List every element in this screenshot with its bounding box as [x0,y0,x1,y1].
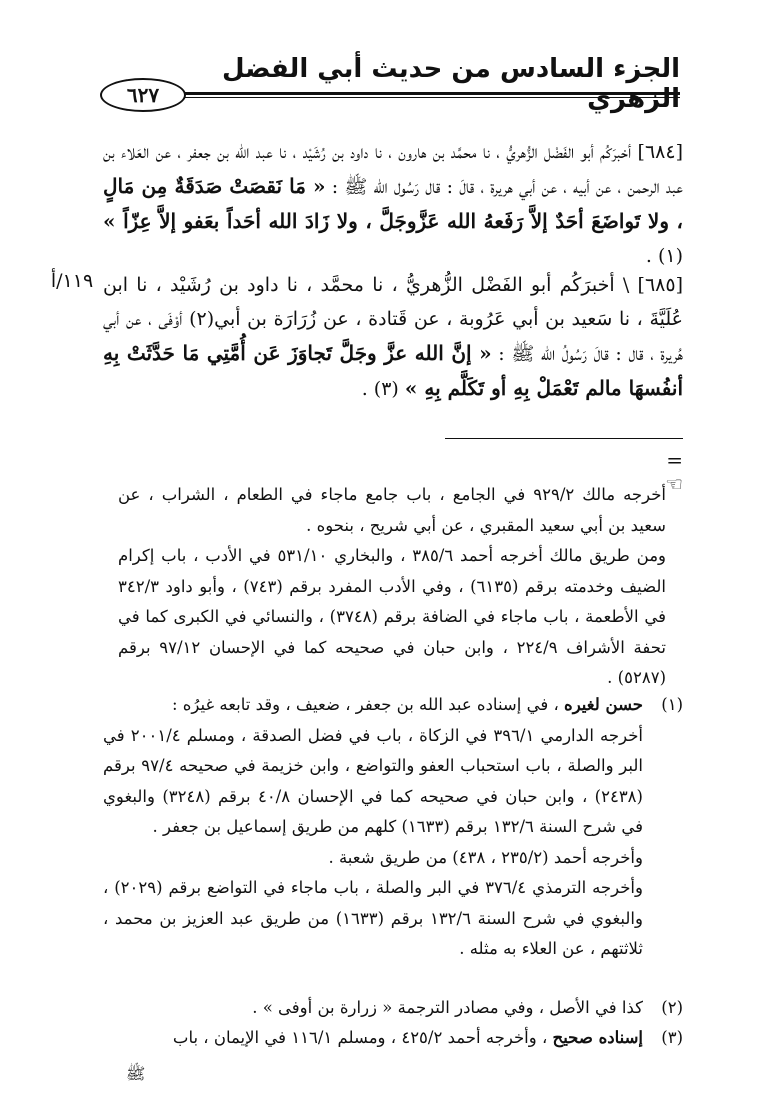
footnote-1 [103,690,683,965]
hadith-685-matn: « إنَّ الله عزَّ وجَلَّ تَجاوَزَ عَن أُمَّتِي مَا حَدَّثَتْ بِهِ أنفُسهَا مالم تَعْمَلْ بِهِ أو تَكَلَّم بِهِ » [103,341,683,400]
footnote-para: ، في إسناده عبد الله بن جعفر ، ضعيف ، وقد تابعه غيرُه : [171,695,559,714]
header-rule [118,92,680,95]
footnote-separator [445,438,683,439]
header-title: الجزء السادس من حديث أبي الفضل الزهري [222,54,680,114]
footnote-para: وأخرجه أحمد (٢٣٥/٢ ، ٤٣٨) من طريق شعبة . [328,847,643,867]
header-rule-thin [118,97,680,98]
footnote-text [103,1023,643,1054]
footnote-number: (١) [661,695,683,714]
footnote-grading: حسن لغيره [564,695,643,714]
footnote-2 [103,993,683,1024]
footnote-text [103,690,643,965]
hadith-685 [103,268,683,406]
footnote-para: أخرجه الدارمي ٣٩٦/١ في الزكاة ، باب في فضل الصدقة ، ومسلم ٢٠٠١/٤ في البر والصلة ، باب استحباب العفو والتواضع ، وابن خزيمة في صحيحه ٩٧/٤ برقم (٢٤٣٨) ، وابن حبان في صحيحه كما في الإحسان ٤٠/٨ برقم (٣٢٤٨) والبغوي في شرح السنة ١٣٢/٦ برقم (١٦٣٣) كلهم من طريق إسماعيل بن جعفر . [103,725,643,836]
footnote-text: كذا في الأصل ، وفي مصادر الترجمة « زرارة بن أوفى » . [252,998,643,1017]
footnote-continuation-mark: = ☜ [665,448,683,496]
footnote-continuation-para: ومن طريق مالك أخرجه أحمد ٣٨٥/٦ ، والبخاري ٥٣١/١٠ في الأدب ، باب إكرام الضيف وخدمته برقم (٦١٣٥) ، وفي الأدب المفرد برقم (٧٤٣) ، وأبو داود ٣٤٢/٣ في الأطعمة ، باب ماجاء في الضافة برقم (٣٧٤٨) ، والنسائي في الكبرى كما في تحفة الأشراف ٢٢٤/٩ ، وابن حبان في صحيحه كما في الإحسان ٩٧/١٢ برقم (٥٢٨٧) . [118,546,666,687]
page-number: ٦٢٧ [100,78,186,112]
hadith-684-footnote-ref: (١) . [645,245,683,267]
hadith-685-footnote-ref: (٣) . [361,378,399,400]
hadith-685-isnad: [٦٨٥] \ أخبرَكُم أبو الفَضْل الزُّهريُّ ، نا محمَّد ، نا داود بن رُشَيْد ، نا ابن عُلَيَّةَ ، نا سَعيد بن أبي عَرُوبة ، عن قَتادة ، عن زُرَارَة بن أبي(٢) أوْفَى ، عن أبي هُريرة ، قال : قالَ رَسُولُ الله ﷺ : [103,274,683,365]
footnote-number: (٣) [661,1028,683,1047]
footnote-number: (٢) [661,998,683,1017]
hadith-684-matn: « مَا نَقصَتْ صَدَقَةٌ مِن مَالٍ ، ولا تَواضَعَ أحَدٌ إلاَّ رَفَعهُ الله عَزَّوجَلَّ ، ولا زَادَ الله أحَداً بعَفو إلاَّ عِزّاً » [103,174,683,233]
hadith-684 [103,135,683,273]
footnote-para: وأخرجه الترمذي ٣٧٦/٤ في البر والصلة ، باب ماجاء في التواضع برقم (٢٠٢٩) ، والبغوي في شرح السنة ١٣٢/٦ برقم (١٦٣٣) من طريق عبد العزيز بن محمد ، ثلاثتهم ، عن العلاء به مثله . [103,878,643,958]
footnote-continuation-para: أخرجه مالك ٩٢٩/٢ في الجامع ، باب جامع ماجاء في الطعام ، الشراب ، عن سعيد بن أبي سعيد المقبري ، عن أبي شريح ، بنحوه . [118,485,667,535]
footnote-grading: إسناده صحيح [552,1028,643,1047]
footnote-continuation [118,480,666,694]
page-end-mark: ﷺ [126,1064,146,1083]
manuscript-folio-ref: ١١٩/أ [50,270,94,292]
hadith-684-isnad: [٦٨٤] أخبرَكُم أبو الفَضْل الزُّهريُّ ، نا محمَّد بن هارون ، نا داود بن رُشَيْد ، نا عبد الله بن جعفر ، عن العَلاء بن عبد الرحمن ، عن أبيه ، عن أبي هريرة ، قالَ : قال رَسُول الله ﷺ : [103,141,683,198]
footnote-para: ، وأخرجه أحمد ٤٢٥/٢ ، ومسلم ١١٦/١ في الإيمان ، باب [172,1028,548,1047]
running-header [100,52,680,112]
footnote-3 [103,1023,683,1054]
